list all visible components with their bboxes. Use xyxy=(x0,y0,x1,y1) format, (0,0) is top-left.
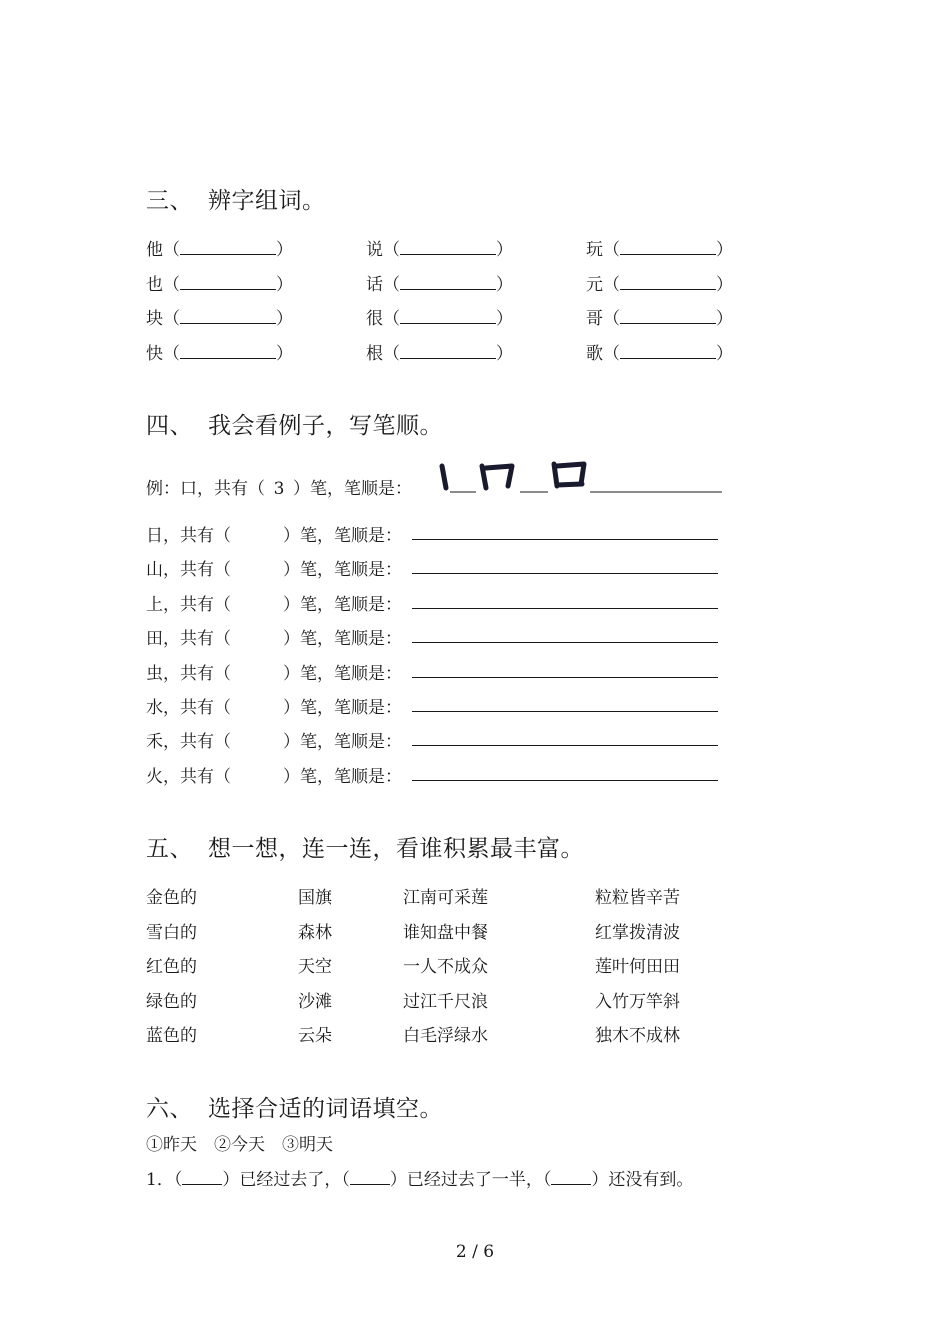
word-item xyxy=(366,339,513,364)
stroke-row xyxy=(146,555,402,580)
section-5-heading xyxy=(146,830,584,863)
stroke-tail: ）笔，笔顺是： xyxy=(283,560,402,580)
match-item[interactable]: 云朵 xyxy=(298,1026,332,1046)
open-paren: （ xyxy=(383,344,400,364)
word-item xyxy=(586,339,733,364)
match-item[interactable]: 金色的 xyxy=(146,888,197,908)
match-item[interactable]: 天空 xyxy=(298,957,332,977)
close-paren: ） xyxy=(496,309,513,329)
open-paren: （ xyxy=(603,309,620,329)
stroke-lead: ，共有（ xyxy=(163,732,231,752)
match-item[interactable]: 国旗 xyxy=(298,888,332,908)
stroke-row xyxy=(146,727,402,752)
word-item xyxy=(146,270,293,295)
open-paren: （ xyxy=(383,275,400,295)
word-char: 哥 xyxy=(586,309,603,329)
section-6-title: 选择合适的词语填空。 xyxy=(208,1096,443,1122)
word-char: 他 xyxy=(146,240,163,260)
word-blank[interactable] xyxy=(180,309,276,324)
stroke-char: 禾 xyxy=(146,732,163,752)
stroke-answer-line[interactable] xyxy=(412,677,718,678)
stroke-char: 日 xyxy=(146,526,163,546)
q1-prefix: 1．（ xyxy=(146,1170,183,1190)
section-3-heading xyxy=(146,182,326,215)
word-char: 玩 xyxy=(586,240,603,260)
section-6-heading xyxy=(146,1090,443,1123)
word-blank[interactable] xyxy=(180,344,276,359)
word-item xyxy=(366,270,513,295)
word-item xyxy=(146,339,293,364)
close-paren: ） xyxy=(276,275,293,295)
stroke-char: 山 xyxy=(146,560,163,580)
close-paren: ） xyxy=(496,344,513,364)
word-char: 块 xyxy=(146,309,163,329)
close-paren: ） xyxy=(496,240,513,260)
stroke-char: 虫 xyxy=(146,664,163,684)
word-char: 快 xyxy=(146,344,163,364)
match-item[interactable]: 入竹万竿斜 xyxy=(595,992,680,1012)
stroke-answer-line[interactable] xyxy=(412,745,718,746)
match-item[interactable]: 白毛浮绿水 xyxy=(403,1026,488,1046)
stroke-order-example xyxy=(436,458,726,498)
stroke-2-icon xyxy=(482,466,512,488)
stroke-tail: ）笔，笔顺是： xyxy=(283,526,402,546)
word-blank[interactable] xyxy=(620,309,716,324)
stroke-tail: ）笔，笔顺是： xyxy=(283,732,402,752)
example-tail: ）笔，笔顺是： xyxy=(293,479,412,499)
word-item xyxy=(146,235,293,260)
word-item xyxy=(586,270,733,295)
word-blank[interactable] xyxy=(400,309,496,324)
section-6-number: 六、 xyxy=(146,1096,193,1122)
word-char: 也 xyxy=(146,275,163,295)
stroke-tail: ）笔，笔顺是： xyxy=(283,664,402,684)
stroke-row xyxy=(146,762,402,787)
stroke-char: 火 xyxy=(146,767,163,787)
stroke-answer-line[interactable] xyxy=(412,539,718,540)
word-item xyxy=(146,304,293,329)
page-number: 2 / 6 xyxy=(455,1242,495,1262)
match-item[interactable]: 红掌拨清波 xyxy=(595,923,680,943)
close-paren: ） xyxy=(716,240,733,260)
section-5-number: 五、 xyxy=(146,836,193,862)
match-item[interactable]: 绿色的 xyxy=(146,992,197,1012)
word-item xyxy=(366,235,513,260)
open-paren: （ xyxy=(163,240,180,260)
word-char: 很 xyxy=(366,309,383,329)
close-paren: ） xyxy=(716,275,733,295)
match-item[interactable]: 蓝色的 xyxy=(146,1026,197,1046)
section-3-title: 辨字组词。 xyxy=(208,188,326,214)
word-blank[interactable] xyxy=(180,240,276,255)
stroke-char: 田 xyxy=(146,629,163,649)
stroke-answer-line[interactable] xyxy=(412,608,718,609)
stroke-row xyxy=(146,521,402,546)
q1-part-3: ）还没有到。 xyxy=(591,1170,694,1190)
stroke-lead: ，共有（ xyxy=(163,767,231,787)
question-1 xyxy=(146,1165,693,1190)
match-item[interactable]: 雪白的 xyxy=(146,923,197,943)
options-line: ①昨天 ②今天 ③明天 xyxy=(146,1135,333,1155)
example-count: 3 xyxy=(273,479,285,499)
q1-blank-1[interactable] xyxy=(182,1170,222,1185)
word-char: 元 xyxy=(586,275,603,295)
open-paren: （ xyxy=(603,240,620,260)
word-char: 根 xyxy=(366,344,383,364)
stroke-lead: ，共有（ xyxy=(163,595,231,615)
open-paren: （ xyxy=(383,309,400,329)
stroke-tail: ）笔，笔顺是： xyxy=(283,698,402,718)
word-blank[interactable] xyxy=(180,275,276,290)
stroke-answer-line[interactable] xyxy=(412,573,718,574)
match-item[interactable]: 莲叶何田田 xyxy=(595,957,680,977)
section-4-title: 我会看例子，写笔顺。 xyxy=(208,413,443,439)
stroke-row xyxy=(146,590,402,615)
word-char: 说 xyxy=(366,240,383,260)
word-blank[interactable] xyxy=(620,344,716,359)
word-blank[interactable] xyxy=(400,275,496,290)
stroke-lead: ，共有（ xyxy=(163,560,231,580)
word-char: 话 xyxy=(366,275,383,295)
match-item[interactable]: 谁知盘中餐 xyxy=(403,923,488,943)
stroke-row xyxy=(146,659,402,684)
match-item[interactable]: 森林 xyxy=(298,923,332,943)
stroke-lead: ，共有（ xyxy=(163,629,231,649)
word-blank[interactable] xyxy=(620,275,716,290)
open-paren: （ xyxy=(603,275,620,295)
stroke-char: 上 xyxy=(146,595,163,615)
stroke-lead: ，共有（ xyxy=(163,664,231,684)
stroke-row xyxy=(146,624,402,649)
stroke-answer-line[interactable] xyxy=(412,780,718,781)
stroke-tail: ）笔，笔顺是： xyxy=(283,767,402,787)
close-paren: ） xyxy=(276,240,293,260)
example-row xyxy=(146,474,412,499)
match-item[interactable]: 红色的 xyxy=(146,957,197,977)
stroke-answer-line[interactable] xyxy=(412,711,718,712)
example-lead: 例：口，共有（ xyxy=(146,479,265,499)
section-4-heading xyxy=(146,407,443,440)
open-paren: （ xyxy=(383,240,400,260)
stroke-char: 水 xyxy=(146,698,163,718)
close-paren: ） xyxy=(716,344,733,364)
word-item xyxy=(586,235,733,260)
match-item[interactable]: 沙滩 xyxy=(298,992,332,1012)
word-blank[interactable] xyxy=(620,240,716,255)
match-item[interactable]: 过江千尺浪 xyxy=(403,992,488,1012)
section-3-number: 三、 xyxy=(146,188,193,214)
open-paren: （ xyxy=(163,275,180,295)
stroke-tail: ）笔，笔顺是： xyxy=(283,629,402,649)
q1-blank-3[interactable] xyxy=(551,1170,591,1185)
match-item[interactable]: 江南可采莲 xyxy=(403,888,488,908)
match-item[interactable]: 一人不成众 xyxy=(403,957,488,977)
match-item[interactable]: 粒粒皆辛苦 xyxy=(595,888,680,908)
close-paren: ） xyxy=(276,309,293,329)
word-char: 歌 xyxy=(586,344,603,364)
match-item[interactable]: 独木不成林 xyxy=(595,1026,680,1046)
word-item xyxy=(366,304,513,329)
open-paren: （ xyxy=(163,309,180,329)
open-paren: （ xyxy=(163,344,180,364)
stroke-row xyxy=(146,693,402,718)
q1-part-2: ）已经过去了一半，（ xyxy=(389,1170,552,1190)
stroke-1-icon xyxy=(442,466,446,488)
open-paren: （ xyxy=(603,344,620,364)
close-paren: ） xyxy=(496,275,513,295)
stroke-answer-line[interactable] xyxy=(412,642,718,643)
q1-blank-2[interactable] xyxy=(350,1170,390,1185)
word-blank[interactable] xyxy=(400,240,496,255)
close-paren: ） xyxy=(276,344,293,364)
section-5-title: 想一想，连一连，看谁积累最丰富。 xyxy=(208,836,584,862)
q1-part-1: ）已经过去了，（ xyxy=(222,1170,350,1190)
stroke-lead: ，共有（ xyxy=(163,526,231,546)
word-blank[interactable] xyxy=(400,344,496,359)
close-paren: ） xyxy=(716,309,733,329)
stroke-lead: ，共有（ xyxy=(163,698,231,718)
word-item xyxy=(586,304,733,329)
section-4-number: 四、 xyxy=(146,413,193,439)
stroke-3-icon xyxy=(554,464,584,486)
stroke-tail: ）笔，笔顺是： xyxy=(283,595,402,615)
